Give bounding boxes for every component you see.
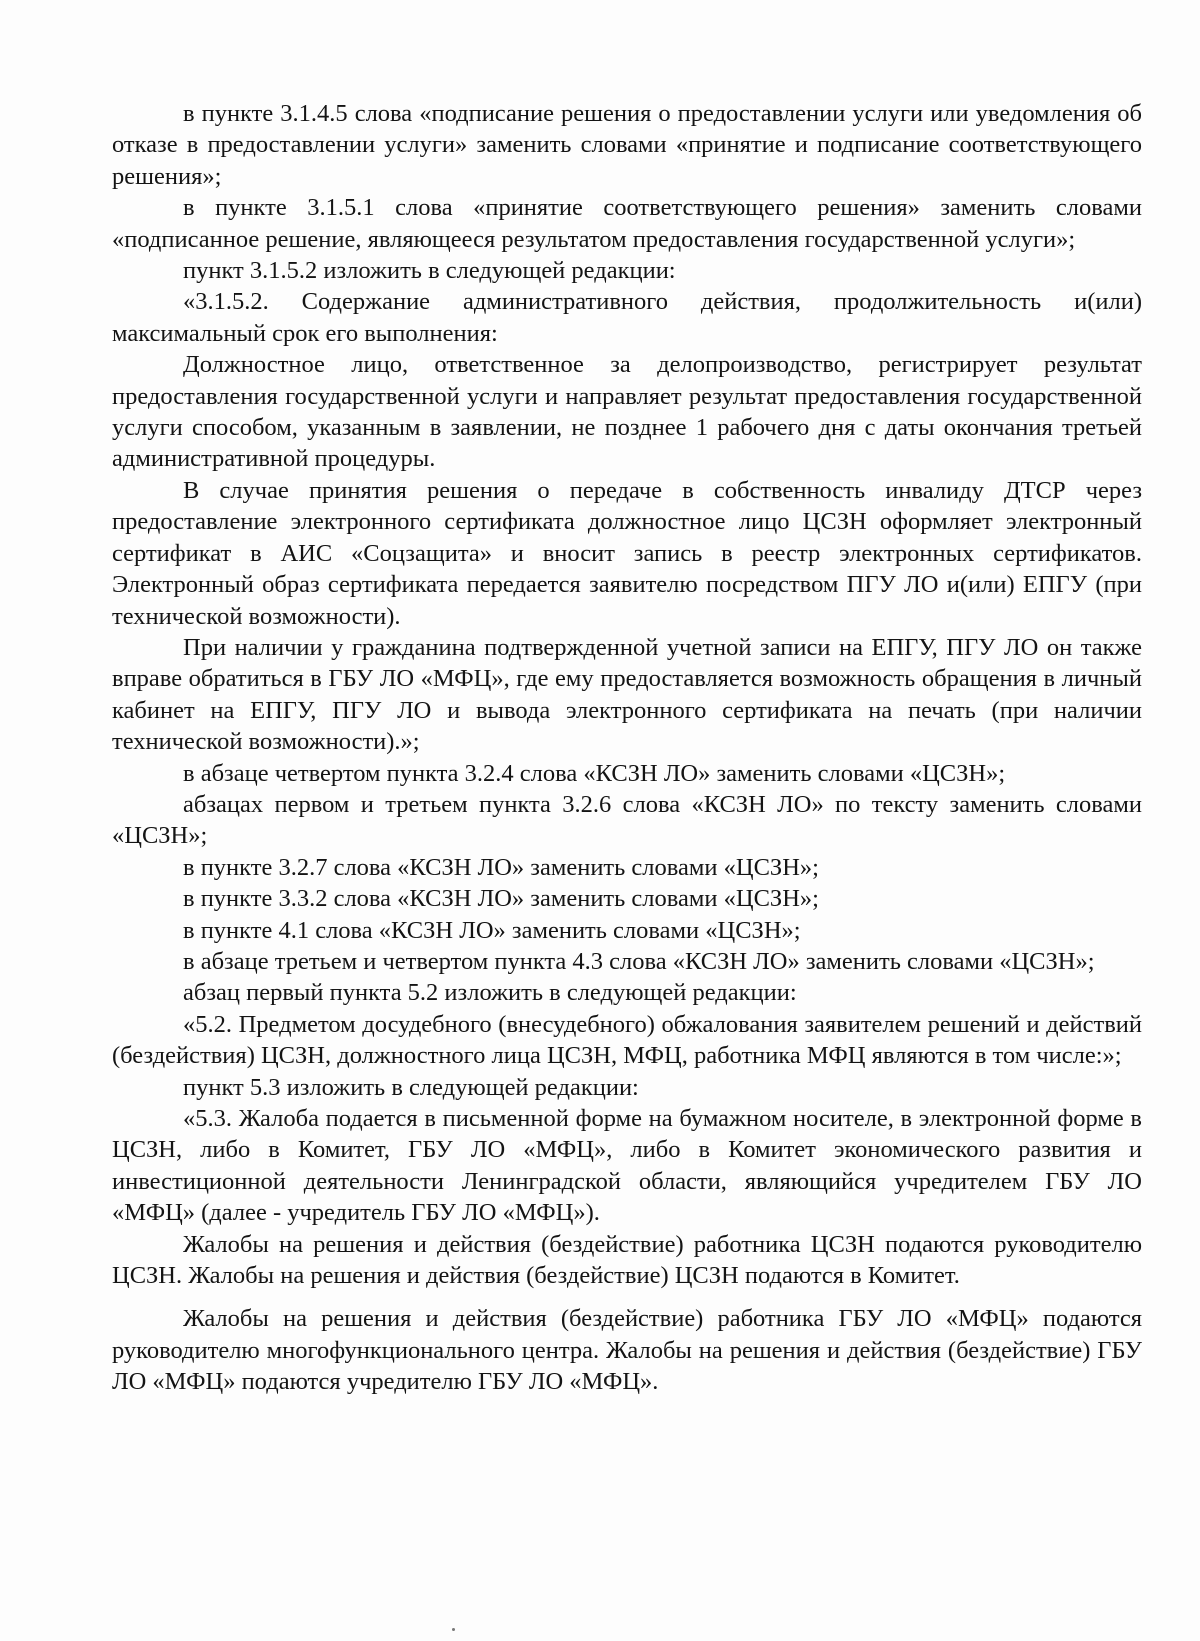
- paragraph-5: Должностное лицо, ответственное за делопроизводство, регистрирует результат предоставления государственной услуги и направляет результат предоставления государственной услуги способом, указанным в заявлении, не позднее 1 рабочего дня с даты окончания третьей административной процедуры.: [112, 351, 1142, 473]
- paragraph-10: в пункте 3.2.7 слова «КСЗН ЛО» заменить словами «ЦСЗН»;: [183, 853, 819, 881]
- paragraph-7: При наличии у гражданина подтвержденной учетной записи на ЕПГУ, ПГУ ЛО он также вправе обратиться в ГБУ ЛО «МФЦ», где ему предоставляется возможность обращения в личный кабинет на ЕПГУ, ПГУ ЛО и вывода электронного сертификата на печать (при наличии технической возможности).»;: [112, 633, 1142, 756]
- paragraph-8: в абзаце четвертом пункта 3.2.4 слова «КСЗН ЛО» заменить словами «ЦСЗН»;: [183, 759, 1006, 787]
- paragraph-3: пункт 3.1.5.2 изложить в следующей редакции:: [183, 257, 676, 285]
- paragraph-1: в пункте 3.1.4.5 слова «подписание решения о предоставлении услуги или уведомления об отказе в предоставлении услуги» заменить словами «принятие и подписание соответствующего решения»;: [112, 100, 1142, 190]
- paragraph-16: пункт 5.3 изложить в следующей редакции:: [183, 1073, 639, 1101]
- paragraph-18: Жалобы на решения и действия (бездействие) работника ЦСЗН подаются руководителю ЦСЗН. Жалобы на решения и действия (бездействие) ЦСЗН подаются в Комитет.: [112, 1230, 1142, 1290]
- paragraph-4: «3.1.5.2. Содержание административного действия, продолжительность и(или) максимальный срок его выполнения:: [112, 288, 1142, 347]
- paragraph-11: в пункте 3.3.2 слова «КСЗН ЛО» заменить словами «ЦСЗН»;: [183, 885, 819, 913]
- paragraph-9: абзацах первом и третьем пункта 3.2.6 слова «КСЗН ЛО» по тексту заменить словами «ЦСЗН»;: [112, 790, 1142, 850]
- paragraph-19: Жалобы на решения и действия (бездействие) работника ГБУ ЛО «МФЦ» подаются руководителю многофункционального центра. Жалобы на решения и действия (бездействие) ГБУ ЛО «МФЦ» подаются учредителю ГБУ ЛО «МФЦ».: [112, 1305, 1142, 1396]
- paragraph-14: абзац первый пункта 5.2 изложить в следующей редакции:: [183, 979, 797, 1007]
- paragraph-2: в пункте 3.1.5.1 слова «принятие соответствующего решения» заменить словами «подписанное решение, являющееся результатом предоставления государственной услуги»;: [112, 194, 1142, 253]
- paragraph-6: В случае принятия решения о передаче в собственность инвалиду ДТСР через предоставление электронного сертификата должностное лицо ЦСЗН оформляет электронный сертификат в АИС «Соцзащита» и вносит запись в реестр электронных сертификатов. Электронный образ сертификата передается заявителю посредством ПГУ ЛО и(или) ЕПГУ (при технической возможности).: [112, 476, 1142, 630]
- paragraph-17: «5.3. Жалоба подается в письменной форме на бумажном носителе, в электронной форме в ЦСЗН, либо в Комитет, ГБУ ЛО «МФЦ», либо в Комитет экономического развития и инвестиционной деятельности Ленинградской области, являющийся учредителем ГБУ ЛО «МФЦ» (далее - учредитель ГБУ ЛО «МФЦ»).: [112, 1105, 1142, 1227]
- document-body: [112, 98, 1142, 1398]
- scan-artifact-dot: [452, 1628, 455, 1631]
- paragraph-12: в пункте 4.1 слова «КСЗН ЛО» заменить словами «ЦСЗН»;: [183, 916, 801, 944]
- paragraph-15: «5.2. Предметом досудебного (внесудебного) обжалования заявителем решений и действий (бездействия) ЦСЗН, должностного лица ЦСЗН, МФЦ, работника МФЦ являются в том числе:»;: [112, 1010, 1142, 1070]
- paragraph-13: в абзаце третьем и четвертом пункта 4.3 слова «КСЗН ЛО» заменить словами «ЦСЗН»;: [183, 947, 1095, 975]
